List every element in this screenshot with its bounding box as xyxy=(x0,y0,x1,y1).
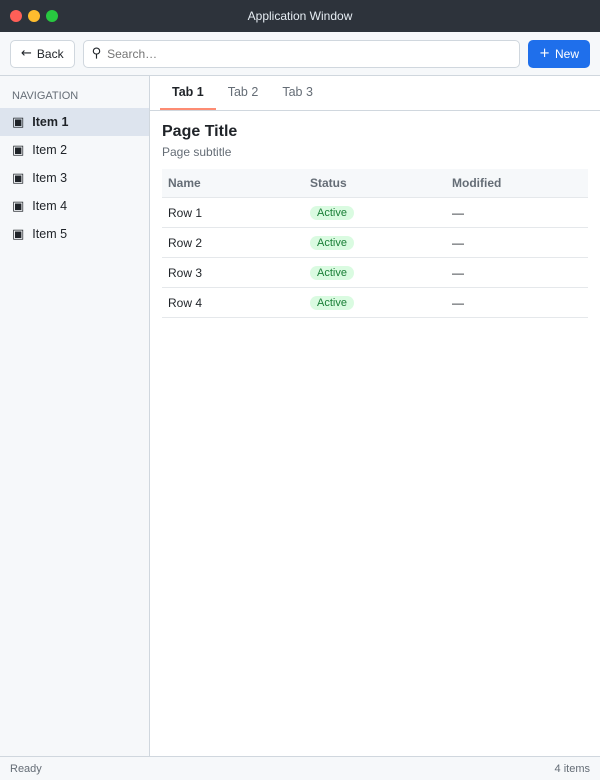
table-row[interactable] xyxy=(162,288,588,318)
page-title: Page Title xyxy=(162,123,238,140)
table-cell: Row 1 xyxy=(162,198,304,228)
status-text: Ready xyxy=(10,762,42,775)
sidebar-item-label: Item 1 xyxy=(32,115,69,129)
table-cell: — xyxy=(446,228,588,258)
folder-icon: ▣ xyxy=(12,142,25,158)
folder-icon: ▣ xyxy=(12,198,25,214)
new-button-label: New xyxy=(554,46,579,61)
status-badge: Active xyxy=(310,296,354,310)
new-button[interactable] xyxy=(528,40,590,68)
table-header-row xyxy=(162,169,588,198)
data-table xyxy=(162,169,588,318)
status-badge: Active xyxy=(310,236,354,250)
content-area xyxy=(150,111,600,756)
status-bar xyxy=(0,756,600,780)
sidebar-item-2[interactable] xyxy=(0,136,149,164)
sidebar-item-1[interactable] xyxy=(0,108,149,136)
tab-2[interactable]: Tab 2 xyxy=(227,85,259,99)
page-subtitle: Page subtitle xyxy=(162,145,232,159)
sidebar-item-label: Item 3 xyxy=(32,171,68,185)
status-badge: Active xyxy=(310,266,354,280)
minimize-window-button[interactable] xyxy=(28,10,40,22)
body xyxy=(0,76,600,756)
title-bar xyxy=(0,0,600,32)
folder-icon: ▣ xyxy=(12,114,25,130)
table-row[interactable] xyxy=(162,258,588,288)
back-button-label: Back xyxy=(36,46,64,61)
table-cell: Row 4 xyxy=(162,288,304,318)
status-badge: Active xyxy=(310,206,354,220)
column-header[interactable]: Modified xyxy=(446,169,588,198)
sidebar-item-label: Item 5 xyxy=(32,227,68,241)
table-cell: — xyxy=(446,198,588,228)
tab-bar xyxy=(150,76,600,111)
column-header[interactable]: Name xyxy=(162,169,304,198)
item-count: 4 items xyxy=(554,762,590,775)
window-controls xyxy=(10,10,70,22)
table-cell xyxy=(304,198,446,228)
main-panel xyxy=(150,76,600,756)
search-icon: ⚲ xyxy=(91,46,102,61)
search-input[interactable] xyxy=(107,47,511,61)
window-title: Application Window xyxy=(247,9,353,23)
table-row[interactable] xyxy=(162,198,588,228)
folder-icon: ▣ xyxy=(12,226,25,242)
table-cell: Row 3 xyxy=(162,258,304,288)
folder-icon: ▣ xyxy=(12,170,25,186)
sidebar xyxy=(0,76,150,756)
table-cell xyxy=(304,228,446,258)
tab-1[interactable]: Tab 1 xyxy=(160,76,216,110)
close-window-button[interactable] xyxy=(10,10,22,22)
sidebar-item-label: Item 4 xyxy=(32,199,68,213)
table-cell: Row 2 xyxy=(162,228,304,258)
table-cell: — xyxy=(446,288,588,318)
table-row[interactable] xyxy=(162,228,588,258)
back-button[interactable] xyxy=(10,40,75,68)
sidebar-item-label: Item 2 xyxy=(32,143,68,157)
tab-3[interactable]: Tab 3 xyxy=(282,85,313,99)
toolbar xyxy=(0,32,600,76)
plus-icon: + xyxy=(539,46,550,61)
sidebar-item-4[interactable] xyxy=(0,192,149,220)
table-cell: — xyxy=(446,258,588,288)
column-header[interactable]: Status xyxy=(304,169,446,198)
sidebar-heading: NAVIGATION xyxy=(12,90,79,102)
back-arrow-icon: ← xyxy=(21,46,32,61)
search-box[interactable] xyxy=(83,40,520,68)
table-cell xyxy=(304,288,446,318)
sidebar-item-3[interactable] xyxy=(0,164,149,192)
table-cell xyxy=(304,258,446,288)
sidebar-item-5[interactable] xyxy=(0,220,149,248)
maximize-window-button[interactable] xyxy=(46,10,58,22)
